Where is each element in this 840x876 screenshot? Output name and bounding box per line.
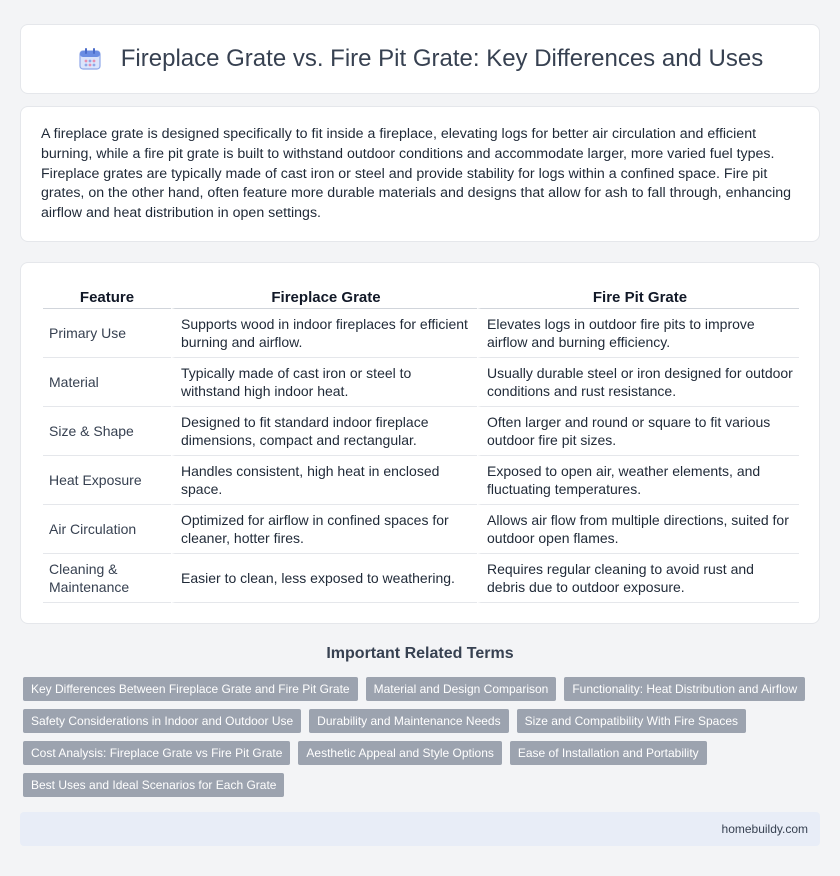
- related-term-tag[interactable]: Key Differences Between Fireplace Grate and Fire Pit Grate: [23, 677, 358, 701]
- row-fire-pit-value: Exposed to open air, weather elements, and fluctuating temperatures.: [477, 456, 799, 505]
- page-title: Fireplace Grate vs. Fire Pit Grate: Key Differences and Uses: [120, 45, 764, 72]
- title-wrap: [77, 45, 763, 73]
- table-row: [43, 505, 799, 554]
- table-row: [43, 407, 799, 456]
- row-feature: Material: [43, 358, 171, 407]
- header-fire-pit-grate: Fire Pit Grate: [477, 285, 799, 309]
- related-term-tag[interactable]: Ease of Installation and Portability: [510, 741, 707, 765]
- row-feature: Size & Shape: [43, 407, 171, 456]
- footer-bar: [20, 812, 820, 846]
- row-fireplace-value: Handles consistent, high heat in enclosed space.: [171, 456, 477, 505]
- row-feature: Air Circulation: [43, 505, 171, 554]
- row-feature: Primary Use: [43, 309, 171, 358]
- row-feature: Cleaning & Maintenance: [43, 554, 171, 603]
- row-fire-pit-value: Allows air flow from multiple directions, suited for outdoor open flames.: [477, 505, 799, 554]
- related-terms-tags: [23, 677, 813, 797]
- related-term-tag[interactable]: Safety Considerations in Indoor and Outdoor Use: [23, 709, 301, 733]
- table-row: [43, 309, 799, 358]
- header-fireplace-grate: Fireplace Grate: [171, 285, 477, 309]
- row-fire-pit-value: Usually durable steel or iron designed for outdoor conditions and rust resistance.: [477, 358, 799, 407]
- table-row: [43, 456, 799, 505]
- table-row: [43, 554, 799, 603]
- comparison-table: [43, 285, 799, 603]
- row-fire-pit-value: Requires regular cleaning to avoid rust and debris due to outdoor exposure.: [477, 554, 799, 603]
- related-term-tag[interactable]: Material and Design Comparison: [366, 677, 557, 701]
- footer-site-link[interactable]: homebuildy.com: [721, 822, 808, 836]
- row-fire-pit-value: Often larger and round or square to fit various outdoor fire pit sizes.: [477, 407, 799, 456]
- intro-card: [20, 106, 820, 242]
- related-term-tag[interactable]: Durability and Maintenance Needs: [309, 709, 508, 733]
- row-fire-pit-value: Elevates logs in outdoor fire pits to improve airflow and burning efficiency.: [477, 309, 799, 358]
- related-term-tag[interactable]: Cost Analysis: Fireplace Grate vs Fire Pit Grate: [23, 741, 290, 765]
- header-card: [20, 24, 820, 94]
- intro-paragraph: A fireplace grate is designed specifically to fit inside a fireplace, elevating logs for better air circulation and efficient burning, while a fire pit grate is built to withstand outdoor conditions and accommodate larger, more varied fuel types. Fireplace grates are typically made of cast iron or steel and provide stability for logs within a confined space. Fire pit grates, on the other hand, often feature more durable materials and designs that allow for ash to fall through, enhancing airflow and heat distribution in open settings.: [41, 126, 792, 222]
- table-header-row: [43, 285, 799, 309]
- related-term-tag[interactable]: Aesthetic Appeal and Style Options: [298, 741, 501, 765]
- related-term-tag[interactable]: Size and Compatibility With Fire Spaces: [517, 709, 746, 733]
- calendar-icon: [77, 46, 103, 72]
- related-terms-title: Important Related Terms: [326, 645, 514, 662]
- header-feature: Feature: [43, 285, 171, 309]
- comparison-table-card: [20, 262, 820, 624]
- row-fireplace-value: Optimized for airflow in confined spaces for cleaner, hotter fires.: [171, 505, 477, 554]
- row-fireplace-value: Supports wood in indoor fireplaces for efficient burning and airflow.: [171, 309, 477, 358]
- related-term-tag[interactable]: Functionality: Heat Distribution and Airflow: [564, 677, 805, 701]
- related-term-tag[interactable]: Best Uses and Ideal Scenarios for Each Grate: [23, 773, 284, 797]
- row-fireplace-value: Designed to fit standard indoor fireplace dimensions, compact and rectangular.: [171, 407, 477, 456]
- row-fireplace-value: Typically made of cast iron or steel to withstand high indoor heat.: [171, 358, 477, 407]
- table-row: [43, 358, 799, 407]
- row-fireplace-value: Easier to clean, less exposed to weathering.: [171, 554, 477, 603]
- row-feature: Heat Exposure: [43, 456, 171, 505]
